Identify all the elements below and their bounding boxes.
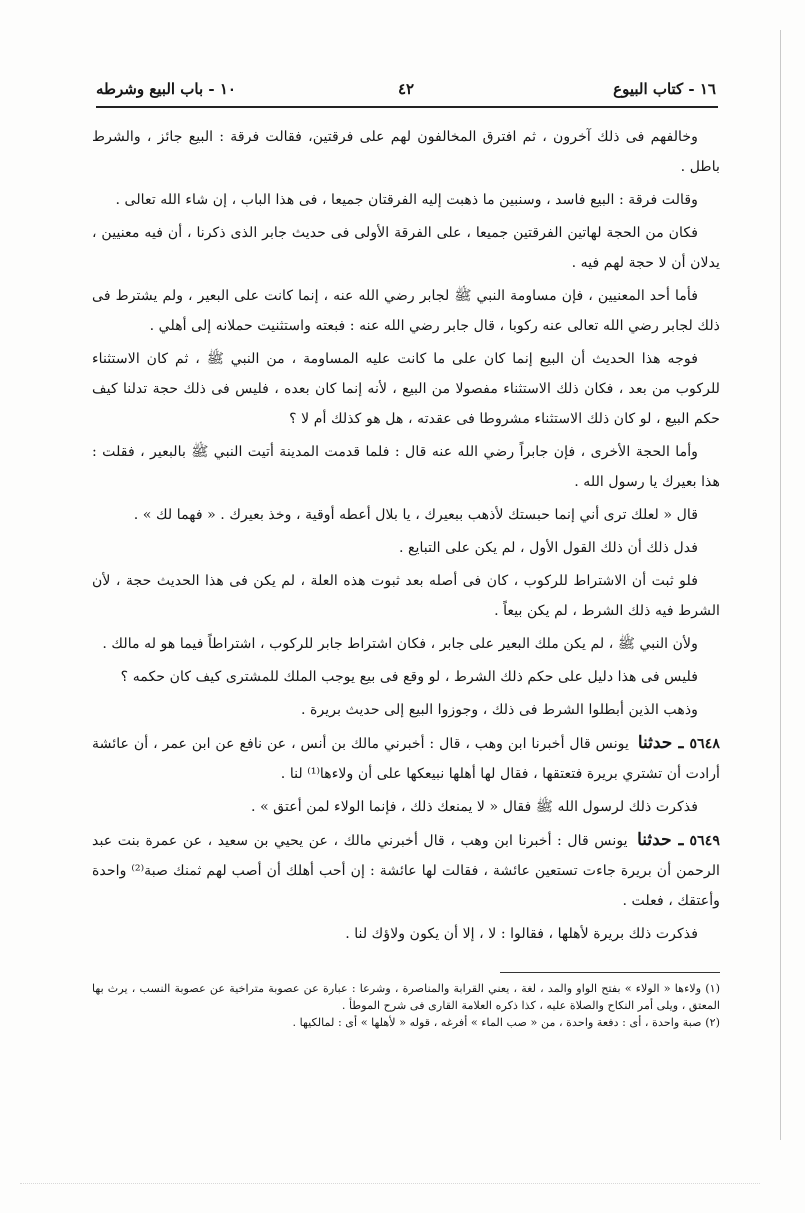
hadith-5649 [92,825,720,916]
paragraph: فذكرت ذلك لرسول الله ﷺ فقال « لا يمنعك ذلك ، فإنما الولاء لمن أعتق » . [250,799,698,815]
hadith-text: يونس قال أخبرنا ابن وهب ، قال : أخبرني مالك بن أنس ، عن نافع عن ابن عمر ، أن عائشة أرادت أن تشتري بريرة فتعتقها ، فقال لها أهلها نبيعكها على أن ولاءها⁽¹⁾ لنا . [92,736,720,782]
hadith-text: يونس قال : أخبرنا ابن وهب ، قال أخبرني مالك ، عن يحيي بن سعيد ، عن عمرة بنت عبد الرحمن أن بريرة جاءت تستعين عائشة ، فقالت لها عائشة : إن أحب أهلك أن أصب لهم ثمنك صبة⁽²⁾ واحدة وأعتقك ، فعلت . [92,833,720,909]
paragraph: قال « لعلك ترى أني إنما حبستك لأذهب ببعيرك ، يا بلال أعطه أوقية ، وخذ بعيرك . « فهما لك » . [133,507,698,523]
paragraph: فلو ثبت أن الاشتراط للركوب ، كان فى أصله بعد ثبوت هذه العلة ، لم يكن فى هذا الحديث حجة ، لأن الشرط فيه ذلك الشرط ، لم يكن بيعاً . [92,573,720,619]
footnote-rule [500,972,720,973]
footnote: (٢) صبة واحدة ، أى : دفعة واحدة ، من « صب الماء » أفرغه ، قوله « لأهلها » أى : لمالكيها . [292,1016,720,1029]
header-chapter-title: ١٠ - باب البيع وشرطه [96,80,236,98]
paragraph: ولأن النبي ﷺ ، لم يكن ملك البعير على جابر ، فكان اشتراط جابر للركوب ، اشتراطاً فيما هو له مالك . [102,636,698,652]
scan-noise-line [20,1183,760,1185]
paragraph: وقالت فرقة : البيع فاسد ، وسنبين ما ذهبت إليه الفرقتان جميعا ، فى هذا الباب ، إن شاء الله تعالى . [115,192,698,208]
paragraph: فأما أحد المعنيين ، فإن مساومة النبي ﷺ لجابر رضي الله عنه ، إنما كانت على البعير ، ولم يشترط فى ذلك لجابر رضي الله تعالى عنه ركوبا ، قال جابر رضي الله عنه : فبعته واستثنيت حملانه إلى أهلي . [92,288,720,334]
paragraph: فذكرت ذلك بريرة لأهلها ، فقالوا : لا ، إلا أن يكون ولاؤك لنا . [345,926,698,942]
paragraph: وخالفهم فى ذلك آخرون ، ثم افترق المخالفون لهم على فرقتين، فقالت فرقة : البيع جائز ، والشرط باطل . [92,129,720,175]
page-header [96,80,716,104]
paragraph: فكان من الحجة لهاتين الفرقتين جميعا ، على الفرقة الأولى فى حديث جابر الذى ذكرنا ، أن فيه معنيين ، يدلان أن لا حجة لهم فيه . [92,225,720,271]
hadith-number: ٥٦٤٨ [689,736,721,752]
paragraph: فدل ذلك أن ذلك القول الأول ، لم يكن على التبايع . [398,540,698,556]
hadith-label: ـ حدثنا [637,830,684,850]
hadith-number: ٥٦٤٩ [689,833,720,849]
main-text [92,122,720,952]
scan-edge-line [780,30,781,1140]
header-rule [96,106,718,108]
header-book-title: ١٦ - كتاب البيوع [613,80,716,98]
paragraph: وأما الحجة الأخرى ، فإن جابراً رضي الله عنه قال : فلما قدمت المدينة أتيت النبي ﷺ بالبعير ، فقلت : هذا بعيرك يا رسول الله . [92,444,720,490]
footnotes [92,980,720,1031]
hadith-label: ـ حدثنا [637,733,684,753]
hadith-5648 [92,728,720,789]
footnote: (١) ولاءها « الولاء » بفتح الواو والمد ، لغة ، يعني القرابة والمناصرة ، وشرعا : عبارة عن عصوبة متراخية عن عصوبة النسب ، يرث بها المعتق ، ويلى أمر النكاح والصلاة عليه ، كذا ذكره العلامة القارى فى شرح الموطأ . [92,982,720,1012]
header-page-number: ٤٢ [397,80,415,98]
paragraph: فليس فى هذا دليل على حكم ذلك الشرط ، لو وقع فى بيع يوجب الملك للمشترى كيف كان حكمه ؟ [120,669,698,685]
paragraph: فوجه هذا الحديث أن البيع إنما كان على ما كانت عليه المساومة ، من النبي ﷺ ، ثم كان الاستثناء للركوب من بعد ، فكان ذلك الاستثناء مفصولا من البيع ، لأنه إنما كان بعده ، فليس فى ذلك حجة تدلنا كيف حكم البيع ، لو كان ذلك الاستثناء مشروطا فى عقدته ، هل هو كذلك أم لا ؟ [92,351,720,427]
paragraph: وذهب الذين أبطلوا الشرط فى ذلك ، وجوزوا البيع إلى حديث بريرة . [301,702,698,718]
